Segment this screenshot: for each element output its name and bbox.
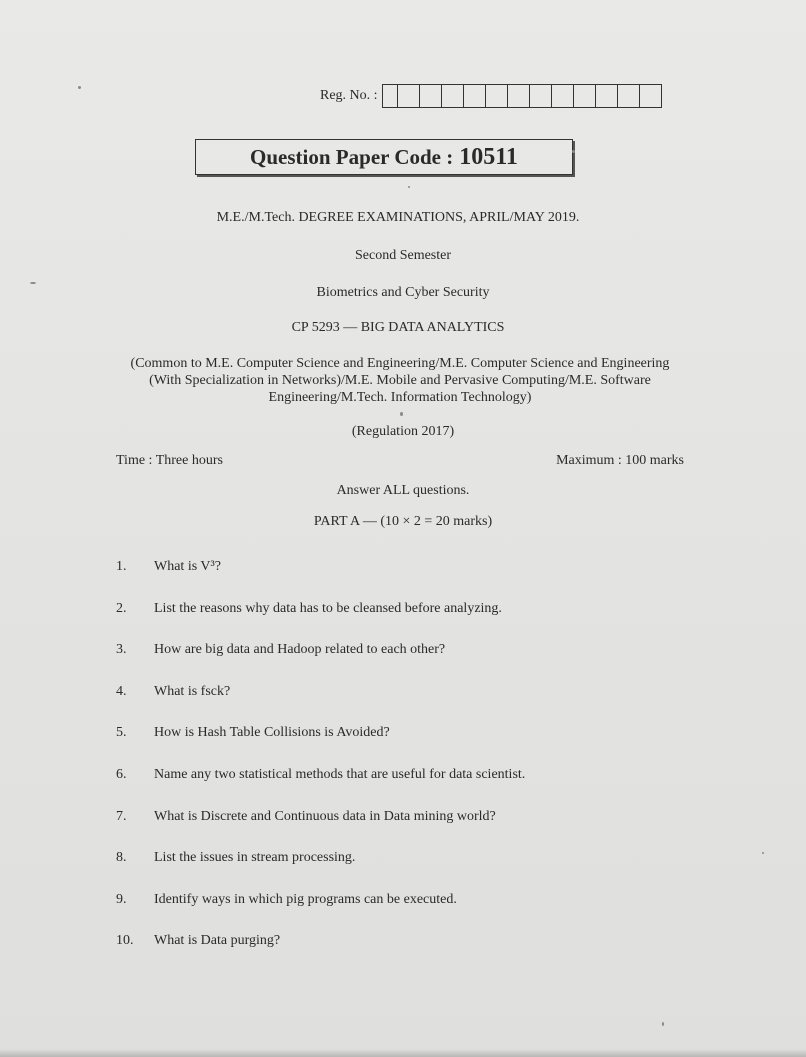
question-text: List the issues in stream processing.	[154, 850, 356, 866]
question-item	[116, 891, 716, 933]
question-paper-code-number: 10511	[459, 143, 518, 170]
question-number: 8.	[116, 850, 127, 866]
question-text: Name any two statistical methods that are useful for data scientist.	[154, 766, 526, 782]
question-text: How is Hash Table Collisions is Avoided?	[154, 725, 390, 741]
question-text: What is Data purging?	[154, 933, 281, 949]
question-item	[116, 849, 716, 891]
question-number: 9.	[116, 891, 127, 907]
reg-number-box	[639, 85, 661, 107]
time-label: Time : Three hours	[116, 453, 223, 468]
reg-number-box	[529, 85, 551, 107]
common-to-note: (Common to M.E. Computer Science and Engineering/M.E. Computer Science and Engineering (With Specialization in Networks)/M.E. Mobile and Pervasive Computing/M.E. Software Engineering/M.Tech. Information Technology)	[130, 356, 670, 405]
question-number: 6.	[116, 766, 127, 782]
question-list	[116, 558, 716, 974]
question-item	[116, 683, 716, 725]
reg-number-box	[463, 85, 485, 107]
exam-title: M.E./M.Tech. DEGREE EXAMINATIONS, APRIL/MAY 2019.	[216, 210, 580, 225]
question-text: What is Discrete and Continuous data in Data mining world?	[154, 808, 496, 824]
reg-number-box	[397, 85, 419, 107]
reg-number-box	[441, 85, 463, 107]
scan-speck	[30, 282, 36, 284]
question-text: Identify ways in which pig programs can be executed.	[154, 891, 457, 907]
time-marks-row	[116, 453, 684, 469]
question-text: What is V³?	[154, 559, 221, 574]
subject: Biometrics and Cyber Security	[316, 285, 490, 300]
scan-speck	[762, 852, 764, 854]
question-text: List the reasons why data has to be cleansed before analyzing.	[154, 600, 502, 616]
scan-speck	[400, 412, 403, 416]
question-paper-code-label: Question Paper Code :	[250, 144, 454, 169]
semester: Second Semester	[354, 248, 452, 263]
reg-number-box	[551, 85, 573, 107]
reg-number-boxes	[382, 84, 662, 108]
question-text: How are big data and Hadoop related to each other?	[154, 642, 446, 658]
reg-number-label: Reg. No. :	[320, 88, 378, 103]
question-number: 3.	[116, 642, 127, 658]
question-number: 5.	[116, 725, 127, 741]
page-bottom-shadow	[0, 1049, 806, 1057]
question-paper-code-box	[195, 139, 573, 175]
question-item	[116, 808, 716, 850]
reg-number-box	[419, 85, 441, 107]
question-item	[116, 600, 716, 642]
question-item	[116, 641, 716, 683]
reg-number-box	[507, 85, 529, 107]
instruction: Answer ALL questions.	[336, 483, 470, 498]
question-number: 2.	[116, 600, 127, 616]
question-number: 1.	[116, 559, 127, 574]
question-number: 4.	[116, 683, 127, 699]
reg-number-box	[617, 85, 639, 107]
reg-number-box	[485, 85, 507, 107]
question-item	[116, 766, 716, 808]
part-a-heading: PART A — (10 × 2 = 20 marks)	[313, 514, 493, 529]
scan-speck	[78, 86, 81, 89]
question-number: 10.	[116, 933, 134, 949]
scan-speck	[572, 150, 575, 153]
question-item	[116, 558, 716, 600]
reg-number-box	[595, 85, 617, 107]
scan-speck	[662, 1022, 664, 1026]
reg-number-row	[320, 84, 662, 108]
reg-number-box	[573, 85, 595, 107]
regulation: (Regulation 2017)	[351, 424, 455, 439]
scan-speck	[408, 186, 410, 188]
course-title: CP 5293 — BIG DATA ANALYTICS	[291, 320, 505, 335]
question-item	[116, 932, 716, 974]
question-text: What is fsck?	[154, 683, 231, 699]
question-item	[116, 724, 716, 766]
max-marks-label: Maximum : 100 marks	[556, 453, 684, 468]
reg-number-box	[383, 85, 397, 107]
question-number: 7.	[116, 808, 127, 824]
